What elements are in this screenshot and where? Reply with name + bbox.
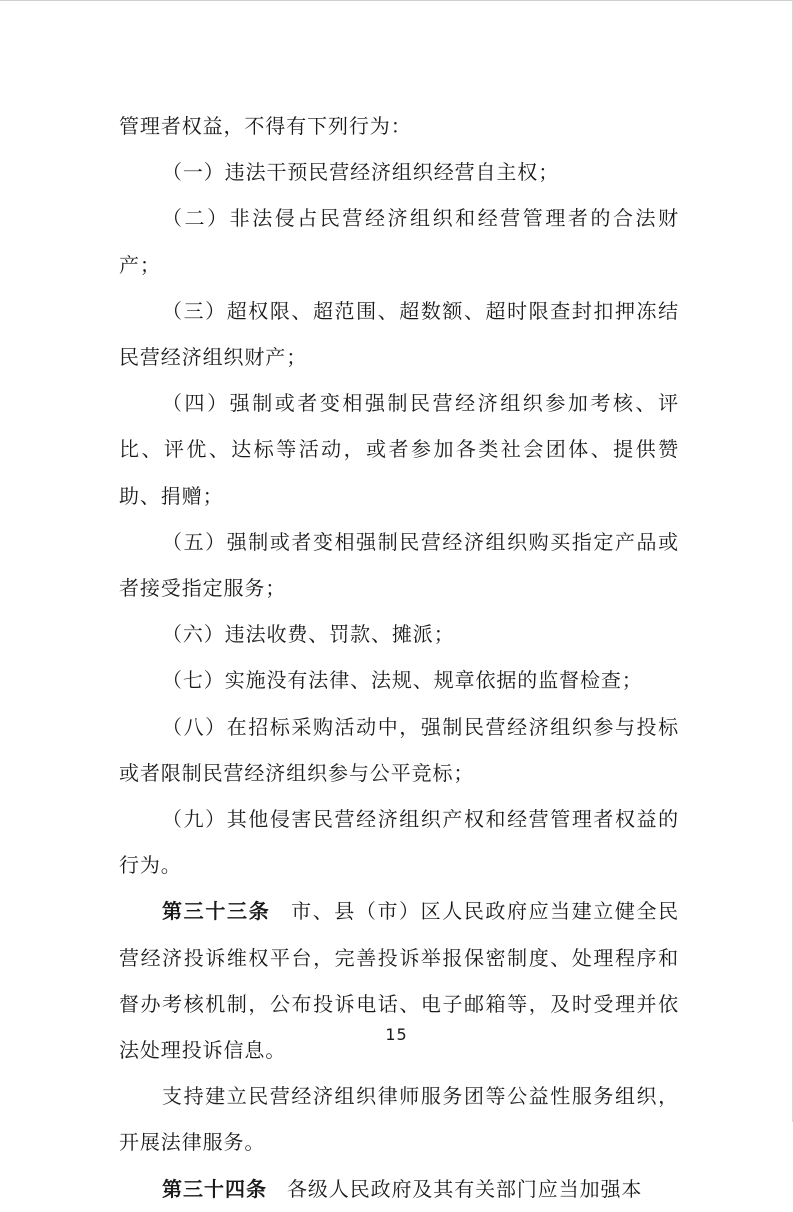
list-item-8: （八）在招标采购活动中，强制民营经济组织参与投标或者限制民营经济组织参与公平竞标；: [119, 714, 679, 785]
article-33-paragraph-2: 支持建立民营经济组织律师服务团等公益性服务组织，开展法律服务。: [119, 1084, 679, 1155]
list-item-5: （五）强制或者变相强制民营经济组织购买指定产品或者接受指定服务；: [119, 529, 679, 601]
body-text: [119, 103, 679, 1212]
page-top-border: [0, 0, 793, 1]
list-item-6: （六）违法收费、罚款、摊派；: [162, 622, 455, 647]
list-item-2: （二）非法侵占民营经济组织和经营管理者的合法财产；: [119, 206, 679, 277]
article-34: [119, 1166, 679, 1212]
list-item-3: （三）超权限、超范围、超数额、超时限查封扣押冻结民营经济组织财产；: [119, 298, 679, 370]
list-item-4: （四）强制或者变相强制民营经济组织参加考核、评比、评优、达标等活动，或者参加各类社会团体、提供赞助、捐赠；: [119, 391, 679, 508]
paragraph-continuation: 管理者权益，不得有下列行为：: [119, 114, 412, 138]
page-number: 15: [385, 1025, 408, 1044]
article-33-text: 市、县（市）区人民政府应当建立健全民营经济投诉维权平台，完善投诉举报保密制度、处理程序和督办考核机制，公布投诉电话、电子邮箱等，及时受理并依法处理投诉信息。: [119, 899, 679, 1063]
list-item-7: （七）实施没有法律、法规、规章依据的监督检查；: [162, 668, 643, 693]
article-33-heading: 第三十三条: [162, 899, 271, 924]
list-item-1: （一）违法干预民营经济组织经营自主权；: [162, 160, 560, 185]
article-34-text: 各级人民政府及其有关部门应当加强本: [287, 1176, 643, 1201]
article-34-heading: 第三十四条: [162, 1176, 267, 1201]
list-item-9: （九）其他侵害民营经济组织产权和经营管理者权益的行为。: [119, 807, 679, 878]
article-33: [119, 888, 679, 1073]
